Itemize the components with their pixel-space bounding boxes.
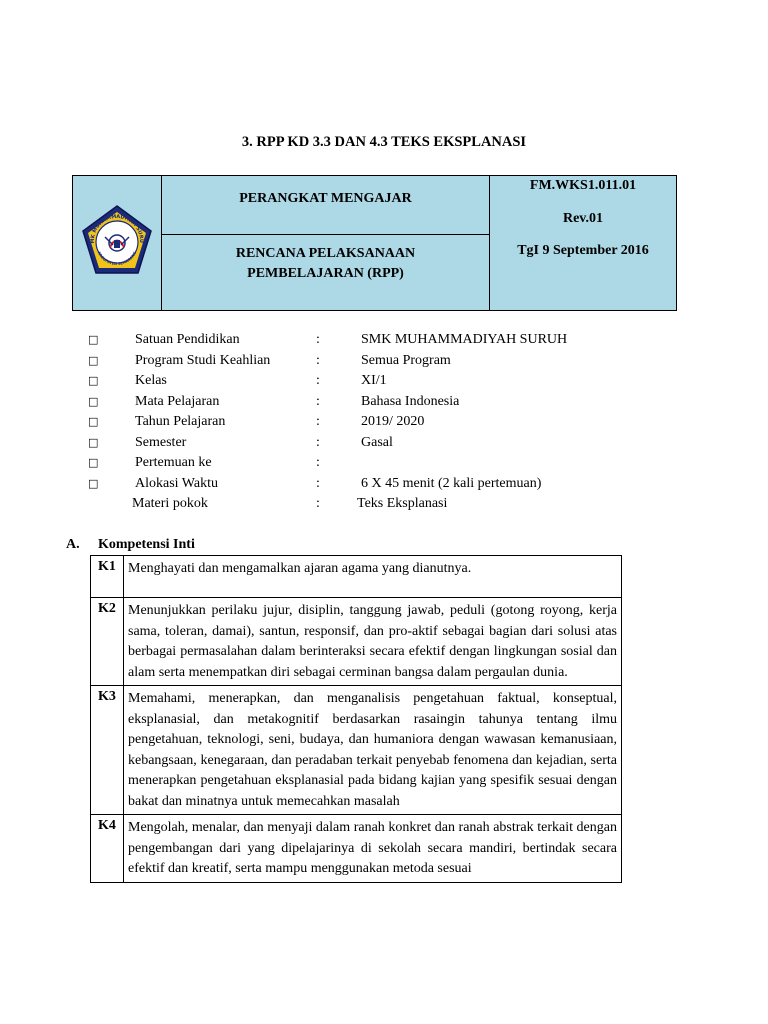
ki-code: K2	[91, 598, 124, 686]
revision: Rev.01	[562, 211, 604, 226]
perangkat-mengajar-label: PERANGKAT MENGAJAR	[239, 191, 412, 206]
kompetensi-inti-table	[90, 555, 622, 883]
identity-value: Semua Program	[361, 352, 451, 368]
checkbox-icon: □	[88, 394, 99, 408]
identity-label: Pertemuan ke	[135, 455, 212, 470]
ki-code: K1	[91, 556, 124, 598]
ki-text: Menghayati dan mengamalkan ajaran agama yang dianutnya.	[124, 556, 622, 598]
identity-colon: :	[316, 352, 320, 368]
checkbox-icon: □	[88, 456, 99, 469]
svg-text:SMK MUHAMMADIYAH SURUH: MK MUHAMMADIYAH SURU	[89, 213, 145, 243]
identity-colon: :	[316, 475, 320, 491]
school-logo-icon	[80, 204, 154, 278]
checkbox-icon: □	[88, 333, 99, 346]
ki-text: Menunjukkan perilaku jujur, disiplin, tanggung jawab, peduli (gotong royong, kerja sama, toleran, damai), santun, responsif, dan pro-aktif sebagai bagian dari solusi atas berbagai permasalahan dalam berinteraksi secara efektif dengan lingkungan sosial dan alam serta menempatkan diri sebagai cerminan bangsa dalam pergaulan dunia.	[124, 598, 622, 686]
identity-label: Satuan Pendidikan	[135, 332, 240, 347]
section-letter: A.	[66, 537, 80, 552]
identity-colon: :	[316, 393, 320, 409]
ki-text: Mengolah, menalar, dan menyaji dalam ranah konkret dan ranah abstrak terkait dengan pengembangan dari yang dipelajarinya di sekolah secara mandiri, bertindak secara efektif dan kreatif, serta mampu menggunakan metoda sesuai	[124, 815, 622, 883]
identity-value: XI/1	[361, 373, 387, 388]
identity-value: 2019/ 2020	[361, 414, 425, 429]
checkbox-icon: □	[88, 374, 99, 387]
table-row	[91, 556, 622, 598]
table-row	[91, 686, 622, 815]
header-table	[72, 175, 677, 311]
identity-colon: :	[316, 434, 320, 450]
section-heading-a	[66, 537, 195, 553]
identity-value: 6 X 45 menit (2 kali pertemuan)	[361, 475, 542, 491]
ki-text: Memahami, menerapkan, dan menganalisis pengetahuan faktual, konseptual, eksplanasial, dan metakognitif berdasarkan rasaingin tahunya tentang ilmu pengetahuan, teknologi, seni, budaya, dan humaniora dengan wawasan kemanusiaan, kebangsaan, kenegaraan, dan peradaban terkait penyebab fenomena dan kejadian, serta menerapkan pengetahuan eksplanasial pada bidang kajian yang spesifik sesuai dengan bakat dan minatnya untuk memecahkan masalah	[124, 686, 622, 815]
identity-colon: :	[316, 332, 320, 347]
materi-label: Materi pokok	[132, 496, 208, 511]
table-row	[91, 815, 622, 883]
rpp-label: RENCANA PELAKSANAAN PEMBELAJARAN (RPP)	[162, 234, 489, 310]
identity-value: Bahasa Indonesia	[361, 393, 460, 409]
identity-colon: :	[316, 373, 320, 388]
svg-text:KABUPATEN SEMARANG: KABUPATEN SEMARANG	[96, 250, 138, 266]
identity-colon: :	[316, 455, 320, 470]
ki-code: K3	[91, 686, 124, 815]
checkbox-icon: □	[88, 476, 99, 490]
identity-label: Mata Pelajaran	[135, 393, 220, 409]
checkbox-icon: □	[88, 415, 99, 428]
form-meta-cell	[490, 176, 677, 311]
document-title: 3. RPP KD 3.3 DAN 4.3 TEKS EKSPLANASI	[241, 134, 527, 150]
form-name-cell	[162, 176, 490, 311]
identity-label: Semester	[135, 434, 187, 450]
identity-label: Tahun Pelajaran	[135, 414, 226, 429]
identity-value: SMK MUHAMMADIYAH SURUH	[361, 332, 568, 347]
ki-code: K4	[91, 815, 124, 883]
identity-value: Gasal	[361, 434, 393, 450]
identity-colon: :	[316, 414, 320, 429]
identity-label: Kelas	[135, 373, 167, 388]
table-row	[91, 598, 622, 686]
logo-cell	[73, 176, 162, 311]
form-code: FM.WKS1.011.01	[529, 178, 637, 193]
checkbox-icon: □	[88, 353, 99, 367]
form-date: TgI 9 September 2016	[517, 243, 649, 258]
checkbox-icon: □	[88, 435, 99, 449]
section-title: Kompetensi Inti	[98, 537, 195, 552]
identity-label: Alokasi Waktu	[135, 475, 218, 491]
materi-colon: :	[316, 496, 320, 511]
materi-value: Teks Eksplanasi	[357, 496, 448, 511]
identity-label: Program Studi Keahlian	[135, 352, 271, 368]
